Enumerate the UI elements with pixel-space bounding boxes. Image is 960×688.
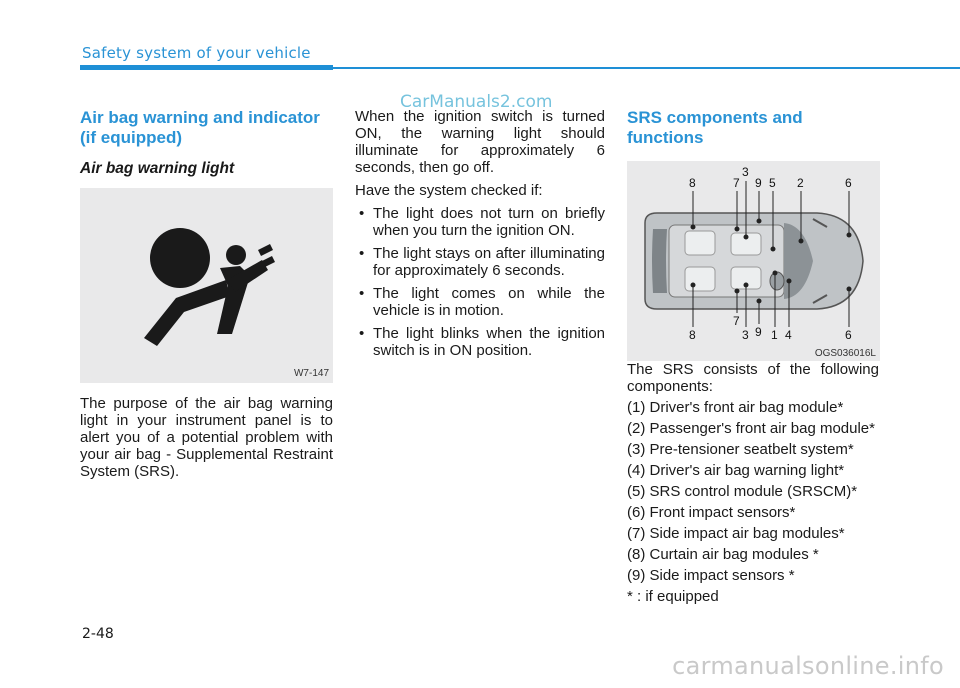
figure-code: OGS036016L bbox=[814, 348, 876, 359]
page-number: 2-48 bbox=[82, 626, 114, 642]
airbag-warning-heading: Air bag warning and indicator (if equipped) bbox=[80, 108, 320, 147]
callout-8-top: 8 bbox=[689, 176, 696, 190]
callout-9-top: 9 bbox=[755, 176, 762, 190]
callout-1-bottom: 1 bbox=[771, 328, 778, 342]
airbag-warning-subheading: Air bag warning light bbox=[80, 160, 235, 177]
warning-light-paragraph: When the ignition switch is turned ON, the warning light should illuminate for approximately 6 seconds, then go off. bbox=[355, 108, 605, 176]
callout-2-top: 2 bbox=[797, 176, 804, 190]
check-system-paragraph: Have the system checked if: bbox=[355, 182, 543, 199]
column-1 bbox=[80, 108, 333, 480]
callout-7-bottom: 7 bbox=[733, 314, 740, 328]
callout-3-top: 3 bbox=[742, 165, 749, 179]
list-item: (9) Side impact sensors * bbox=[627, 567, 795, 584]
car-top-view-icon bbox=[627, 161, 880, 361]
figure-code: W7-147 bbox=[293, 368, 329, 379]
list-item: (4) Driver's air bag warning light* bbox=[627, 462, 845, 479]
list-item: • The light comes on while the vehicle is in motion. bbox=[355, 285, 605, 319]
srs-components-list bbox=[627, 399, 879, 605]
list-item: • The light blinks when the ignition switch is in ON position. bbox=[355, 325, 605, 359]
footer-site-mark: carmanualsonline.info bbox=[672, 652, 944, 680]
list-item: (2) Passenger's front air bag module* bbox=[627, 420, 875, 437]
callout-7-top: 7 bbox=[733, 176, 740, 190]
srs-components-intro: The SRS consists of the following components: bbox=[627, 361, 879, 395]
list-item: • The light stays on after illuminating for approximately 6 seconds. bbox=[355, 245, 605, 279]
list-item: * : if equipped bbox=[627, 588, 719, 605]
check-conditions-list bbox=[355, 205, 605, 359]
list-item: (6) Front impact sensors* bbox=[627, 504, 796, 521]
srs-components-heading: SRS components and functions bbox=[627, 108, 803, 147]
list-item: • The light does not turn on briefly when you turn the ignition ON. bbox=[355, 205, 605, 239]
column-3 bbox=[627, 108, 879, 609]
callout-9-bottom: 9 bbox=[755, 325, 762, 339]
airbag-warning-figure bbox=[80, 188, 333, 383]
callout-5-top: 5 bbox=[769, 176, 776, 190]
callout-6-bottom: 6 bbox=[845, 328, 852, 342]
header-rule-thick bbox=[80, 65, 333, 70]
callout-8-bottom: 8 bbox=[689, 328, 696, 342]
column-2 bbox=[355, 108, 605, 365]
srs-components-figure bbox=[627, 161, 880, 361]
callout-3-bottom: 3 bbox=[742, 328, 749, 342]
callout-4-bottom: 4 bbox=[785, 328, 792, 342]
list-item: (7) Side impact air bag modules* bbox=[627, 525, 845, 542]
list-item: (1) Driver's front air bag module* bbox=[627, 399, 844, 416]
list-item: (3) Pre-tensioner seatbelt system* bbox=[627, 441, 854, 458]
list-item: (8) Curtain air bag modules * bbox=[627, 546, 819, 563]
list-item: (5) SRS control module (SRSCM)* bbox=[627, 483, 858, 500]
callout-6-top: 6 bbox=[845, 176, 852, 190]
airbag-warning-icon bbox=[80, 188, 333, 383]
watermark: CarManuals2.com bbox=[400, 92, 553, 112]
airbag-warning-paragraph: The purpose of the air bag warning light in your instrument panel is to alert you of a potential problem with your air bag - Supplemental Restraint System (SRS). bbox=[80, 395, 333, 480]
header-section-title: Safety system of your vehicle bbox=[82, 44, 311, 62]
header-rule-thin bbox=[333, 67, 960, 69]
